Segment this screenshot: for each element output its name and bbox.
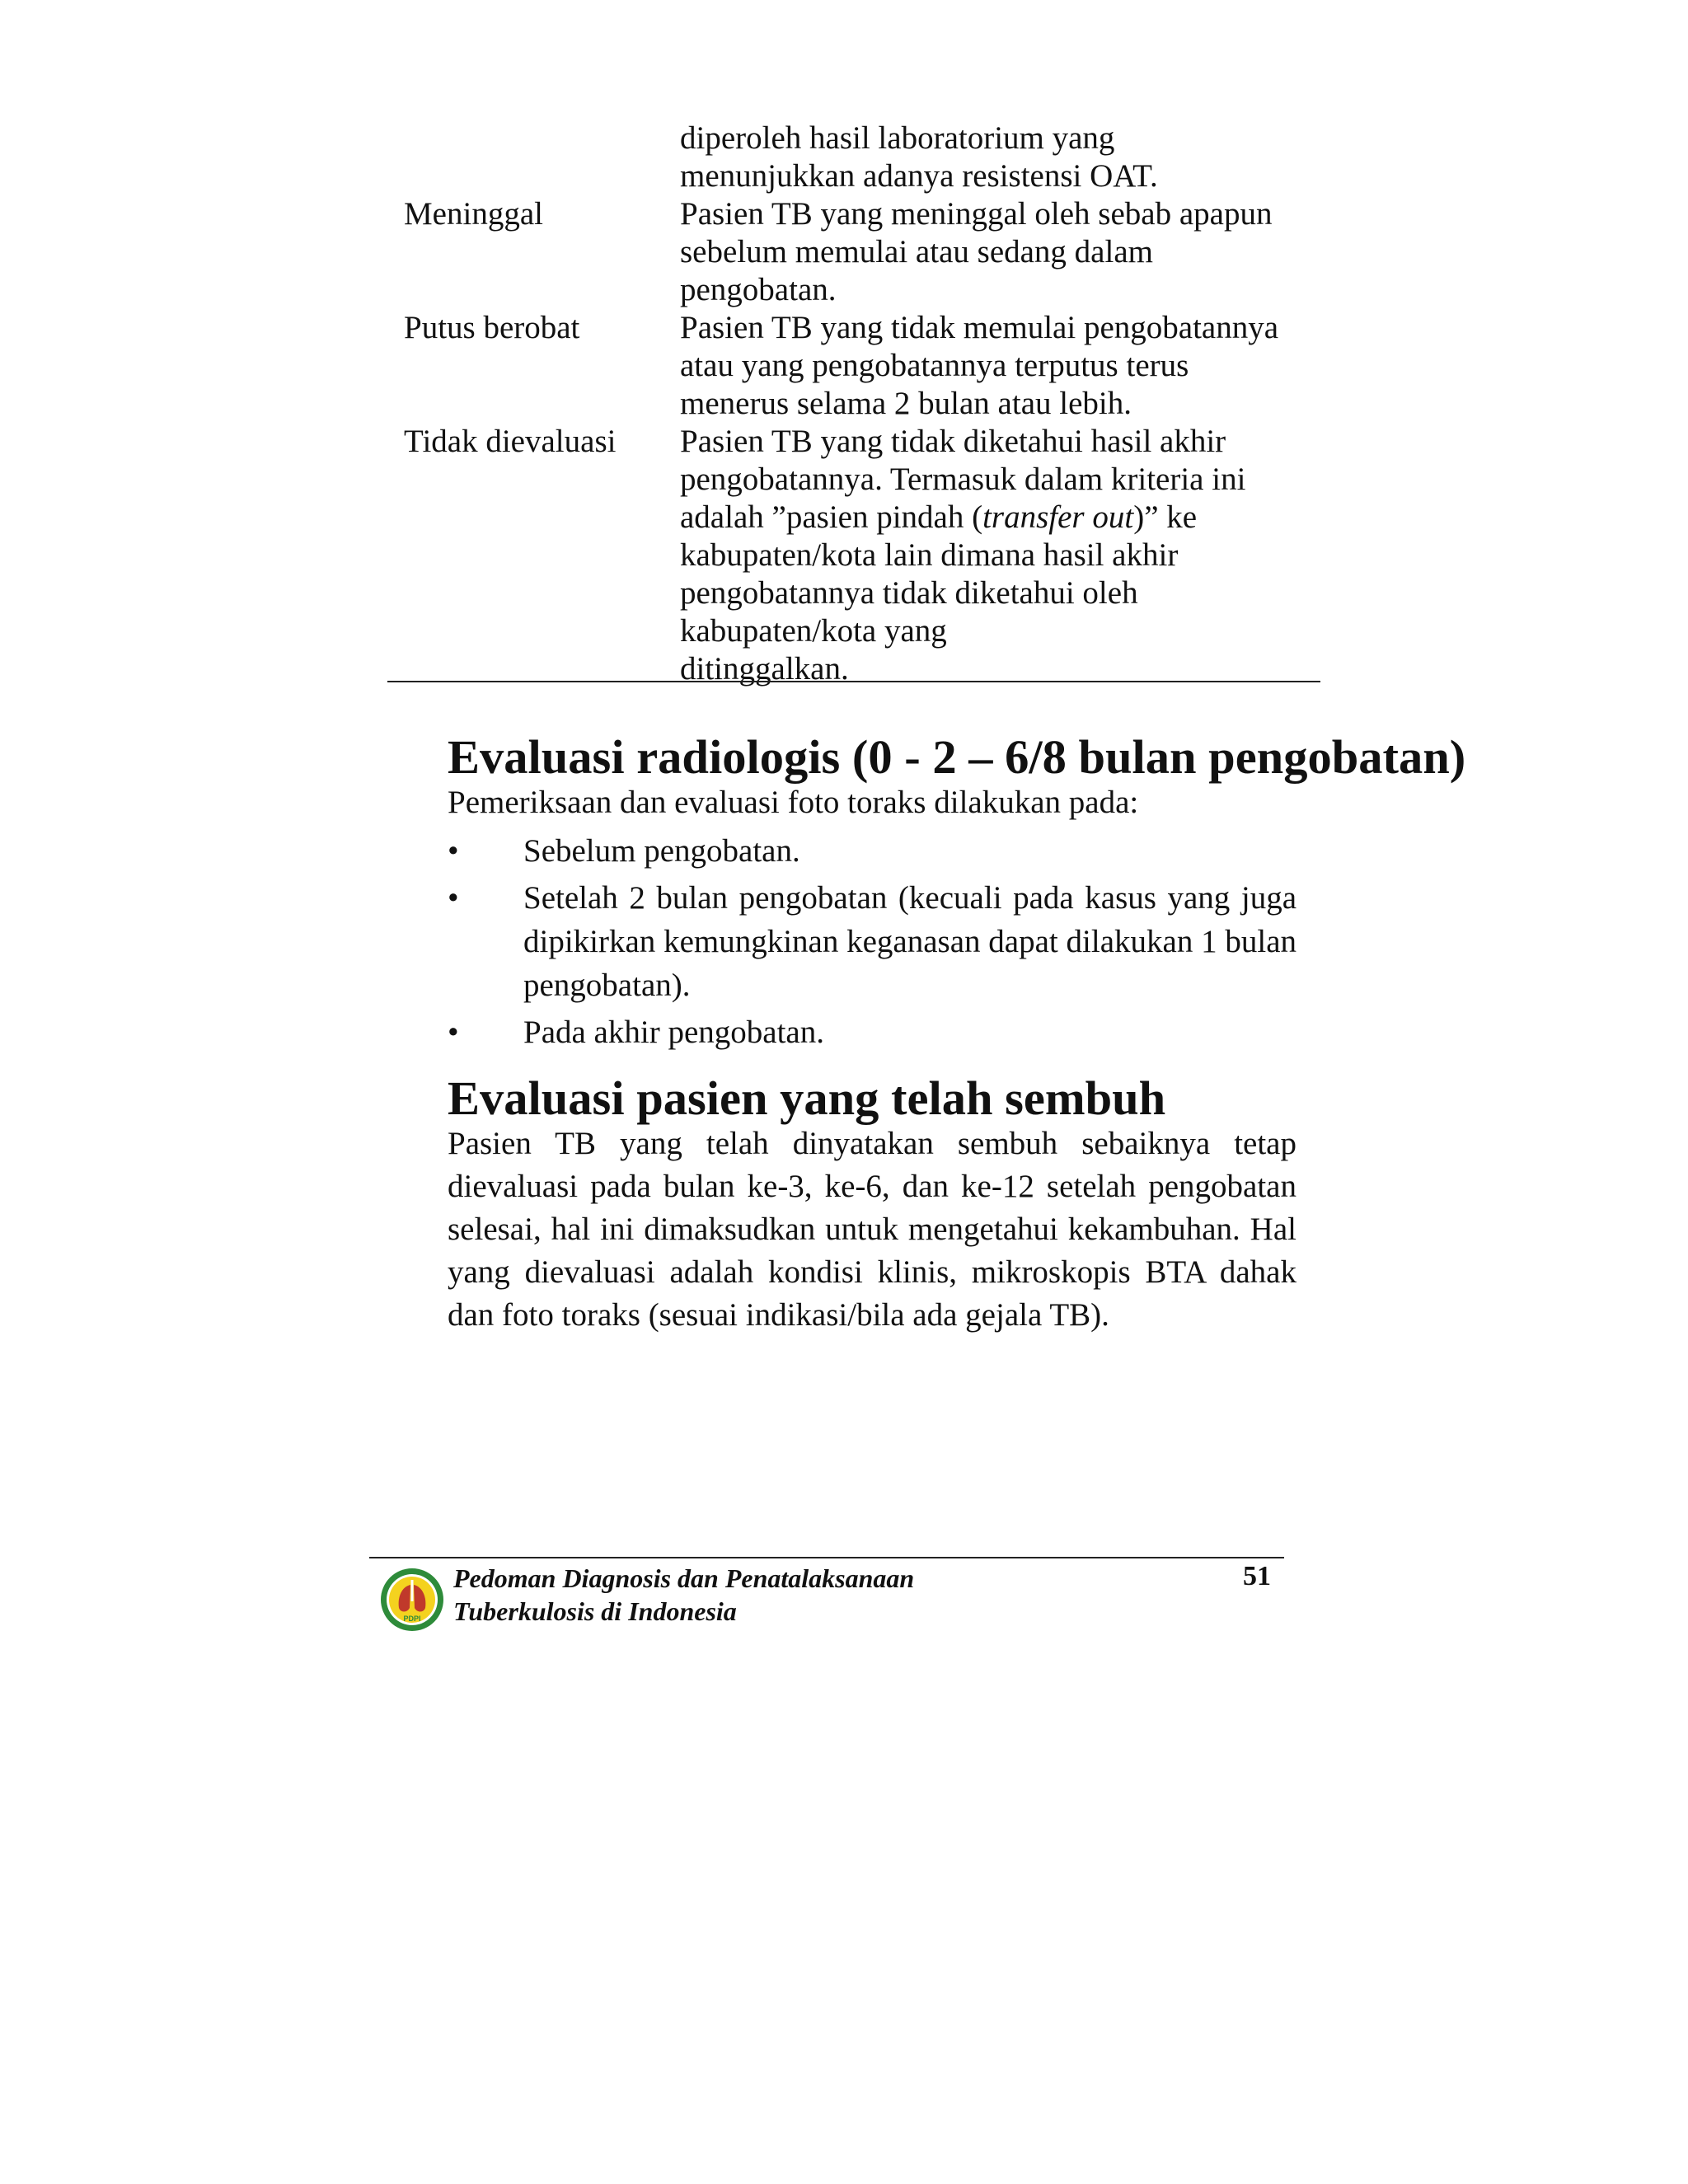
section-heading: Evaluasi pasien yang telah sembuh (448, 1071, 1166, 1125)
definition-description (680, 309, 1306, 423)
footer-book-title (453, 1562, 914, 1628)
section-paragraph: Pasien TB yang telah dinyatakan sembuh sebaiknya tetap dievaluasi pada bulan ke-3, ke-6, dan ke-12 setelah pengobatan selesai, hal ini dimaksudkan untuk mengetahui kekambuhan. Hal yang dievaluasi adalah kondisi klinis, mikroskopis BTA dahak dan foto toraks (sesuai indikasi/bila ada gejala TB). (448, 1126, 1296, 1333)
definition-description (680, 120, 1306, 195)
description-line: Pasien TB yang tidak memulai pengobatannya (680, 310, 1279, 345)
description-line: adalah ”pasien pindah (transfer out)” ke (680, 499, 1198, 535)
description-line: diperoleh hasil laboratorium yang (680, 120, 1115, 156)
logo-graphic (379, 1567, 445, 1633)
bullet-list (448, 829, 1296, 1054)
description-line: atau yang pengobatannya terputus terus (680, 348, 1189, 383)
description-line: Pasien TB yang tidak diketahui hasil akhir (680, 424, 1226, 459)
description-line: kabupaten/kota lain dimana hasil akhir (680, 537, 1179, 573)
footer-rule (369, 1557, 1284, 1558)
footer-title-line: Tuberkulosis di Indonesia (453, 1596, 737, 1626)
section-intro: Pemeriksaan dan evaluasi foto toraks dilakukan pada: (448, 785, 1139, 820)
list-item (448, 1010, 1296, 1054)
definition-description (680, 423, 1306, 688)
table-row-tidak-dievaluasi (404, 423, 1319, 688)
description-line: pengobatan. (680, 272, 837, 307)
table-row-meninggal (404, 195, 1319, 309)
definition-term: Meninggal (404, 196, 543, 232)
table-bottom-rule (387, 681, 1320, 682)
description-line: menunjukkan adanya resistensi OAT. (680, 158, 1158, 194)
logo-text: PDPI (403, 1615, 421, 1623)
description-line: ditinggalkan. (680, 651, 849, 687)
page-number: 51 (1243, 1561, 1271, 1591)
pdpi-lungs-logo-icon (379, 1567, 445, 1633)
italic-term: transfer out (982, 499, 1134, 535)
table-row-putus-berobat (404, 309, 1319, 423)
bullet-icon: • (448, 833, 459, 869)
definition-term: Putus berobat (404, 310, 580, 345)
list-item-text: Setelah 2 bulan pengobatan (kecuali pada kasus yang juga dipikirkan kemungkinan keganasan dapat dilakukan 1 bulan pengobatan). (523, 880, 1296, 1003)
footer-title-line: Pedoman Diagnosis dan Penatalaksanaan (453, 1563, 915, 1593)
section-heading: Evaluasi radiologis (0 - 2 – 6/8 bulan pengobatan) (448, 730, 1466, 784)
table-row-continuation (404, 120, 1319, 195)
description-line: pengobatannya tidak diketahui oleh (680, 575, 1138, 611)
cured-evaluation-section (448, 1071, 1296, 1337)
description-line: menerus selama 2 bulan atau lebih. (680, 386, 1132, 421)
description-line: Pasien TB yang meninggal oleh sebab apapun (680, 196, 1273, 232)
list-item-text: Sebelum pengobatan. (523, 833, 800, 869)
radiology-section (448, 730, 1466, 1057)
list-item (448, 829, 1296, 873)
description-line: pengobatannya. Termasuk dalam kriteria ini (680, 462, 1246, 497)
definition-term: Tidak dievaluasi (404, 424, 617, 459)
bullet-icon: • (448, 1015, 459, 1050)
list-item (448, 876, 1296, 1007)
definition-description (680, 195, 1306, 309)
definition-table (404, 120, 1319, 688)
description-line: sebelum memulai atau sedang dalam (680, 234, 1153, 269)
list-item-text: Pada akhir pengobatan. (523, 1015, 824, 1050)
bullet-icon: • (448, 880, 459, 916)
description-line: kabupaten/kota yang (680, 613, 947, 649)
